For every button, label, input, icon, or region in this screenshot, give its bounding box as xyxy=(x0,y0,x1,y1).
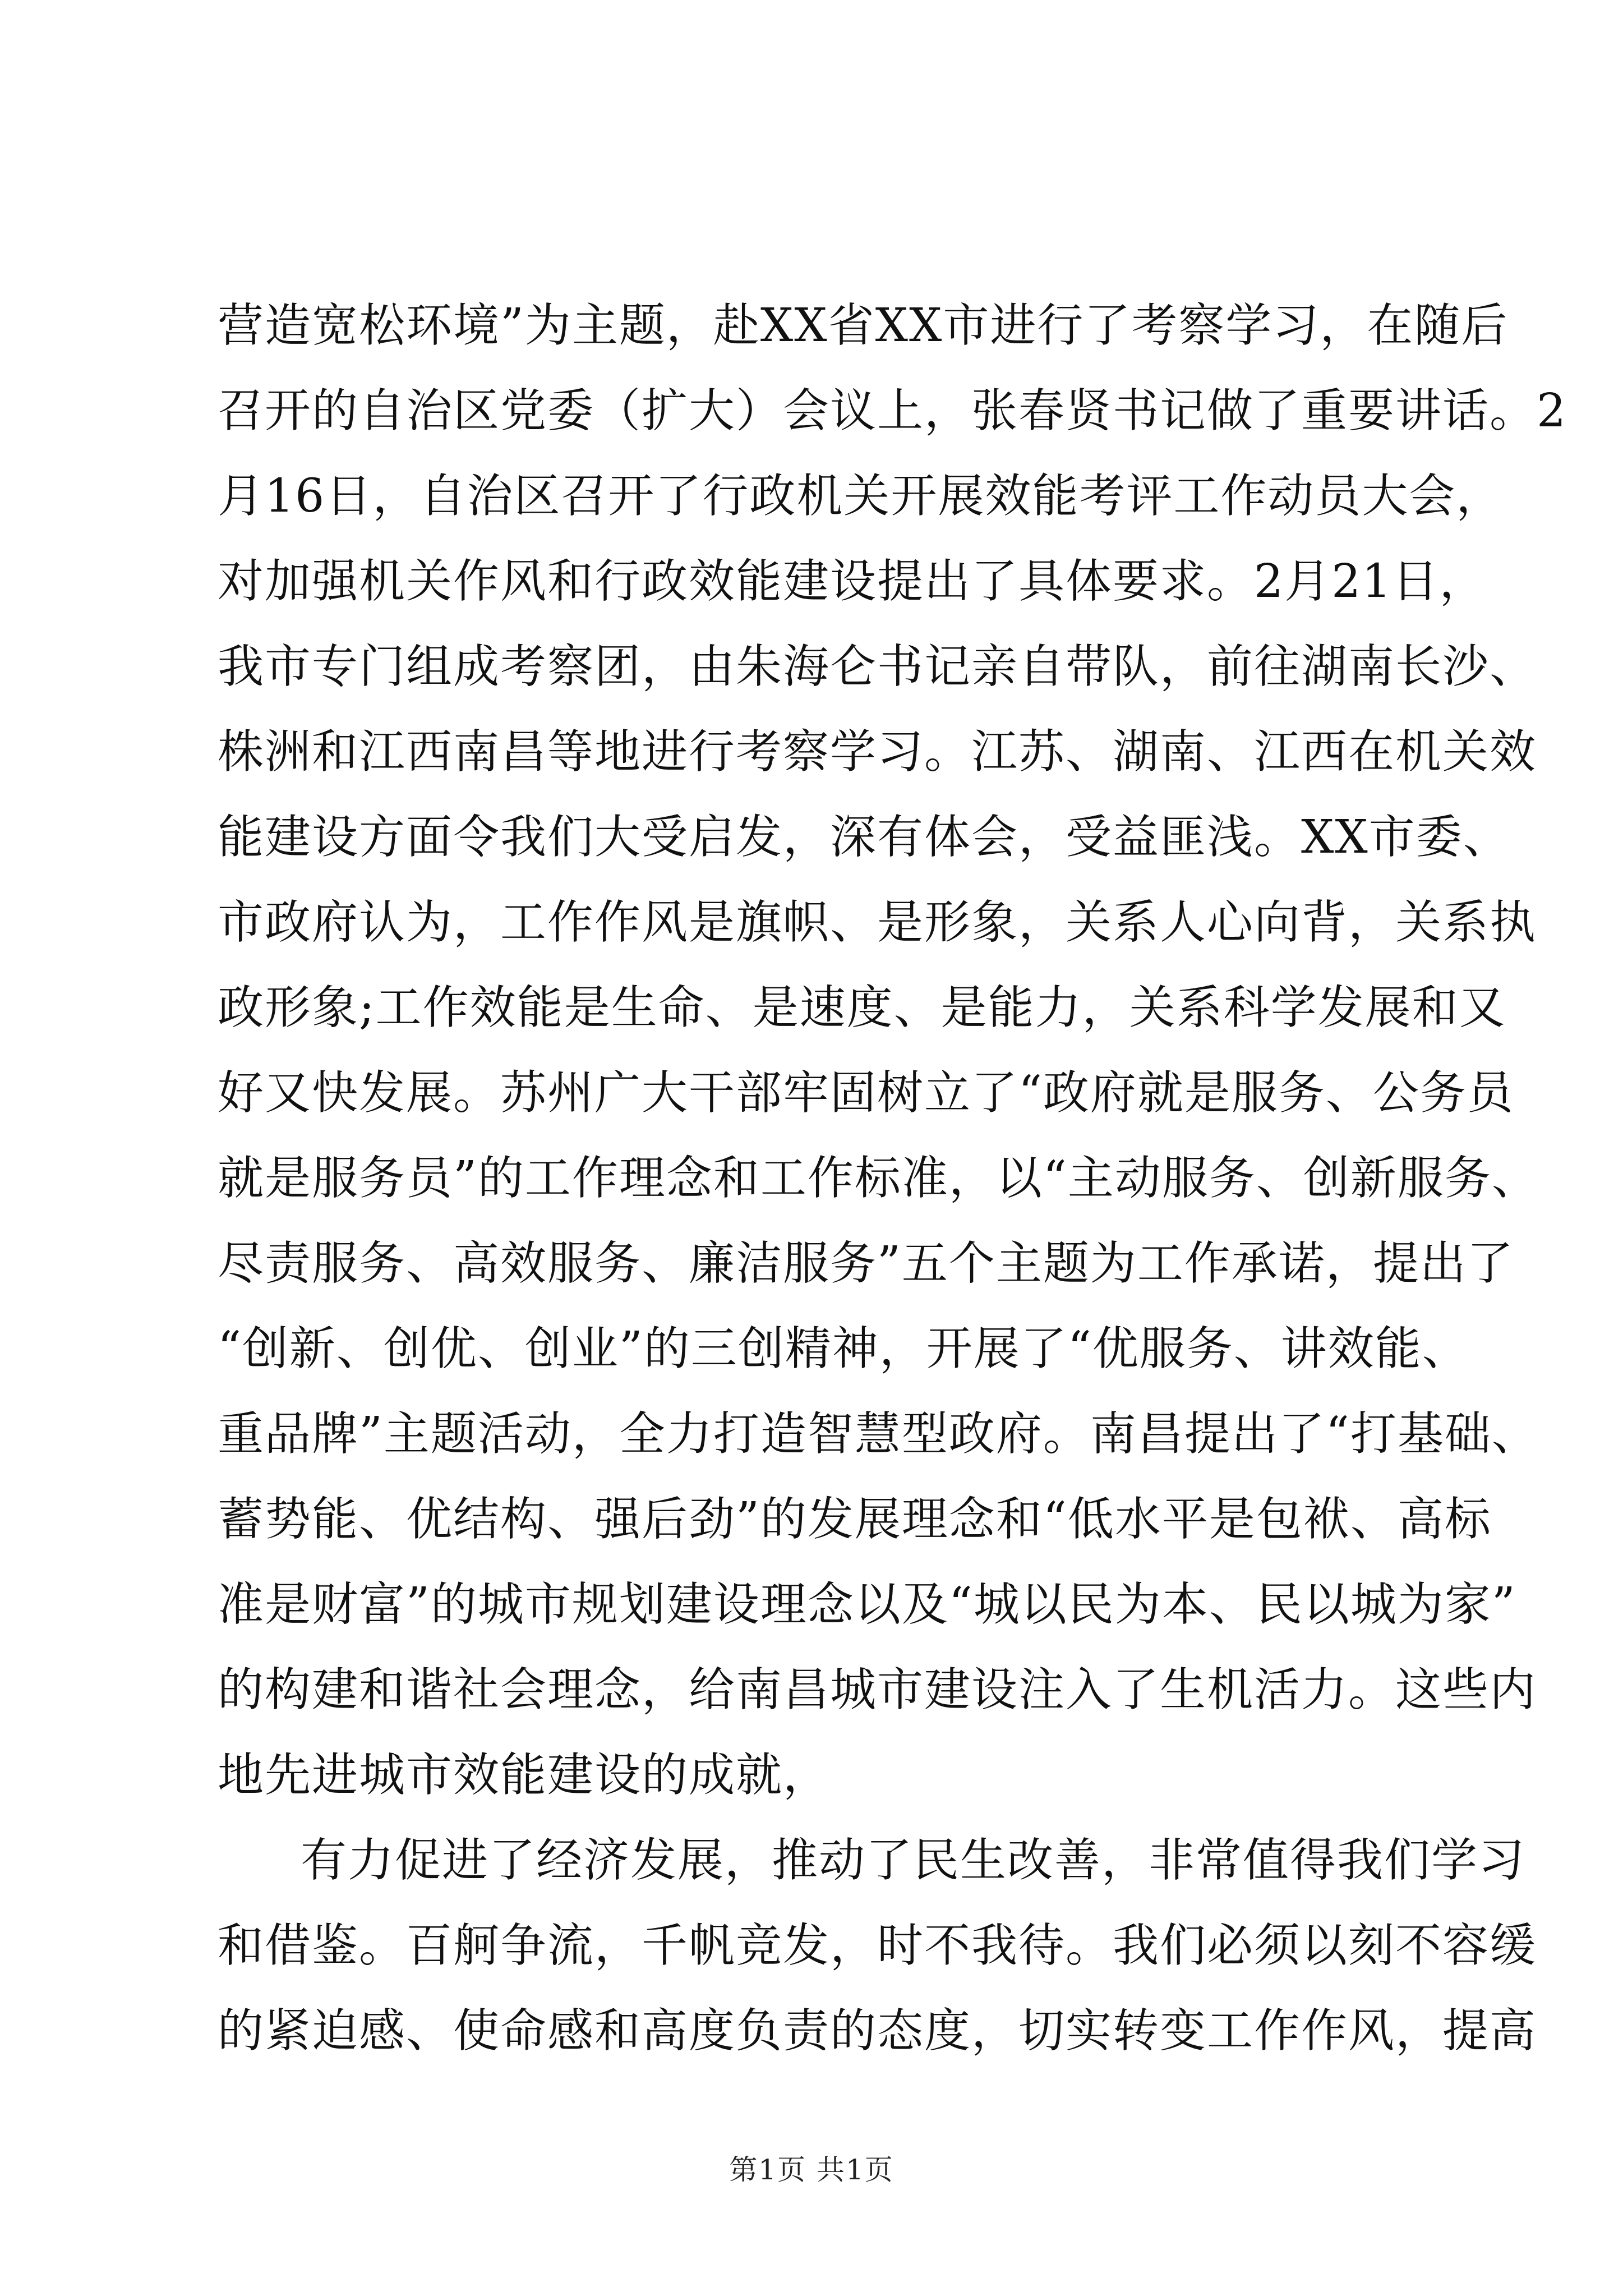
text-line: 政形象;工作效能是生命、是速度、是能力，关系科学发展和又 xyxy=(218,981,1506,1034)
page-number-footer: 第1页 共1页 xyxy=(729,2154,894,2186)
text-line: 召开的自治区党委（扩大）会议上，张春贤书记做了重要讲话。2 xyxy=(218,384,1567,438)
text-line: 就是服务员”的工作理念和工作标准，以“主动服务、创新服务、 xyxy=(218,1152,1539,1205)
text-line: 好又快发展。苏州广大干部牢固树立了“政府就是服务、公务员 xyxy=(218,1066,1514,1120)
text-line: 月16日，自治区召开了行政机关开展效能考评工作动员大会， xyxy=(218,470,1504,523)
text-line: 对加强机关作风和行政效能建设提出了具体要求。2月21日， xyxy=(218,555,1487,608)
text-line: 的紧迫感、使命感和高度负责的态度，切实转变工作作风，提高 xyxy=(218,2004,1537,2058)
document-body xyxy=(218,283,1567,2074)
text-line: 准是财富”的城市规划建设理念以及“城以民为本、民以城为家” xyxy=(218,1578,1516,1631)
text-line: 我市专门组成考察团，由朱海仑书记亲自带队，前往湖南长沙、 xyxy=(218,640,1537,693)
text-line: 地先进城市效能建设的成就， xyxy=(218,1749,831,1802)
paragraph-first-line: 有力促进了经济发展，推动了民生改善，非常值得我们学习 xyxy=(301,1834,1526,1887)
text-line: 株洲和江西南昌等地进行考察学习。江苏、湖南、江西在机关效 xyxy=(218,725,1537,779)
text-line: “创新、创优、创业”的三创精神，开展了“优服务、讲效能、 xyxy=(218,1322,1469,1375)
text-line: 重品牌”主题活动，全力打造智慧型政府。南昌提出了“打基础、 xyxy=(218,1407,1539,1461)
text-line: 蓄势能、优结构、强后劲”的发展理念和“低水平是包袱、高标 xyxy=(218,1493,1492,1546)
text-line: 和借鉴。百舸争流，千帆竞发，时不我待。我们必须以刻不容缓 xyxy=(218,1919,1537,1972)
text-line: 营造宽松环境”为主题，赴XX省XX市进行了考察学习，在随后 xyxy=(218,299,1509,352)
text-line: 的构建和谐社会理念，给南昌城市建设注入了生机活力。这些内 xyxy=(218,1663,1537,1717)
text-line: 市政府认为，工作作风是旗帜、是形象，关系人心向背，关系执 xyxy=(218,896,1537,949)
text-line: 能建设方面令我们大受启发，深有体会，受益匪浅。XX市委、 xyxy=(218,811,1510,864)
text-line: 尽责服务、高效服务、廉洁服务”五个主题为工作承诺，提出了 xyxy=(218,1237,1514,1290)
